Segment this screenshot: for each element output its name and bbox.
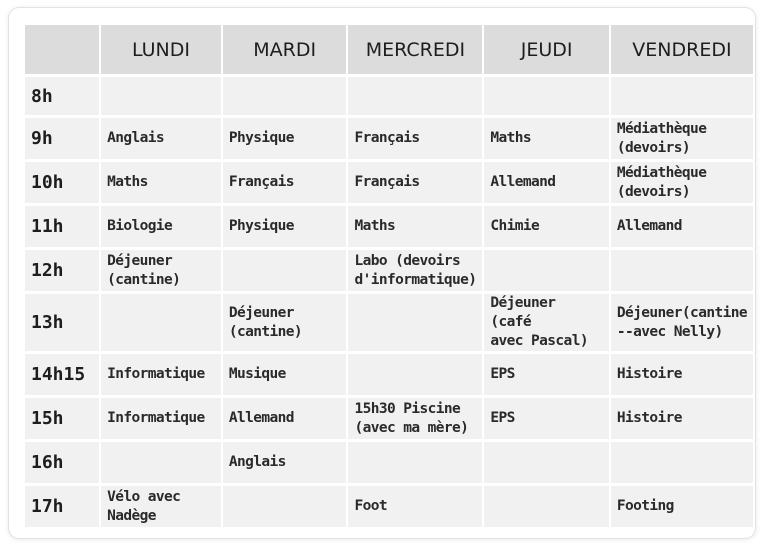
schedule-cell: Médiathèque (devoirs) xyxy=(611,118,753,159)
schedule-cell: Déjeuner (cantine) xyxy=(101,250,221,291)
corner-cell xyxy=(25,25,99,74)
schedule-cell: Informatique xyxy=(101,398,221,439)
table-row xyxy=(25,442,753,483)
schedule-cell: Maths xyxy=(484,118,609,159)
schedule-cell xyxy=(348,354,482,395)
header-row xyxy=(25,25,753,74)
schedule-cell: Musique xyxy=(223,354,347,395)
hour-label: 11h xyxy=(25,206,99,247)
schedule-cell xyxy=(348,77,482,115)
schedule-cell xyxy=(101,77,221,115)
schedule-cell xyxy=(484,77,609,115)
table-row xyxy=(25,354,753,395)
table-row xyxy=(25,162,753,203)
schedule-cell xyxy=(484,250,609,291)
schedule-cell: Physique xyxy=(223,118,347,159)
table-row xyxy=(25,250,753,291)
schedule-cell xyxy=(611,442,753,483)
schedule-cell: Déjeuner (café avec Pascal) xyxy=(484,294,609,351)
schedule-cell: Déjeuner(cantine --avec Nelly) xyxy=(611,294,753,351)
schedule-cell: EPS xyxy=(484,398,609,439)
schedule-cell: Biologie xyxy=(101,206,221,247)
schedule-cell: Allemand xyxy=(223,398,347,439)
day-header-jeudi: JEUDI xyxy=(484,25,609,74)
day-header-mardi: MARDI xyxy=(223,25,347,74)
table-row xyxy=(25,398,753,439)
hour-label: 16h xyxy=(25,442,99,483)
hour-label: 13h xyxy=(25,294,99,351)
day-header-lundi: LUNDI xyxy=(101,25,221,74)
schedule-cell xyxy=(101,442,221,483)
schedule-cell: Histoire xyxy=(611,354,753,395)
schedule-cell: Déjeuner (cantine) xyxy=(223,294,347,351)
schedule-cell xyxy=(348,294,482,351)
weekly-timetable xyxy=(23,22,755,530)
hour-label: 9h xyxy=(25,118,99,159)
table-row xyxy=(25,206,753,247)
schedule-cell xyxy=(484,442,609,483)
table-row xyxy=(25,486,753,527)
table-row xyxy=(25,77,753,115)
schedule-cell: EPS xyxy=(484,354,609,395)
hour-label: 10h xyxy=(25,162,99,203)
hour-label: 12h xyxy=(25,250,99,291)
schedule-cell: Maths xyxy=(101,162,221,203)
schedule-cell: Labo (devoirs d'informatique) xyxy=(348,250,482,291)
schedule-cell xyxy=(223,77,347,115)
schedule-cell xyxy=(484,486,609,527)
table-row xyxy=(25,294,753,351)
schedule-cell: Vélo avec Nadège xyxy=(101,486,221,527)
schedule-cell xyxy=(101,294,221,351)
schedule-cell xyxy=(611,250,753,291)
schedule-cell: Physique xyxy=(223,206,347,247)
schedule-cell: Chimie xyxy=(484,206,609,247)
schedule-cell: Footing xyxy=(611,486,753,527)
schedule-cell: Informatique xyxy=(101,354,221,395)
schedule-cell: Anglais xyxy=(101,118,221,159)
schedule-cell xyxy=(223,250,347,291)
schedule-cell: Français xyxy=(348,118,482,159)
schedule-cell: Allemand xyxy=(611,206,753,247)
day-header-vendredi: VENDREDI xyxy=(611,25,753,74)
schedule-cell: Anglais xyxy=(223,442,347,483)
schedule-frame xyxy=(9,8,755,538)
schedule-cell: Foot xyxy=(348,486,482,527)
hour-label: 14h15 xyxy=(25,354,99,395)
hour-label: 8h xyxy=(25,77,99,115)
day-header-mercredi: MERCREDI xyxy=(348,25,482,74)
hour-label: 17h xyxy=(25,486,99,527)
schedule-cell: Allemand xyxy=(484,162,609,203)
hour-label: 15h xyxy=(25,398,99,439)
schedule-cell: Médiathèque (devoirs) xyxy=(611,162,753,203)
schedule-cell xyxy=(223,486,347,527)
schedule-cell: Maths xyxy=(348,206,482,247)
schedule-cell: Histoire xyxy=(611,398,753,439)
schedule-cell: Français xyxy=(348,162,482,203)
table-row xyxy=(25,118,753,159)
schedule-cell xyxy=(348,442,482,483)
schedule-cell xyxy=(611,77,753,115)
schedule-cell: 15h30 Piscine (avec ma mère) xyxy=(348,398,482,439)
schedule-cell: Français xyxy=(223,162,347,203)
